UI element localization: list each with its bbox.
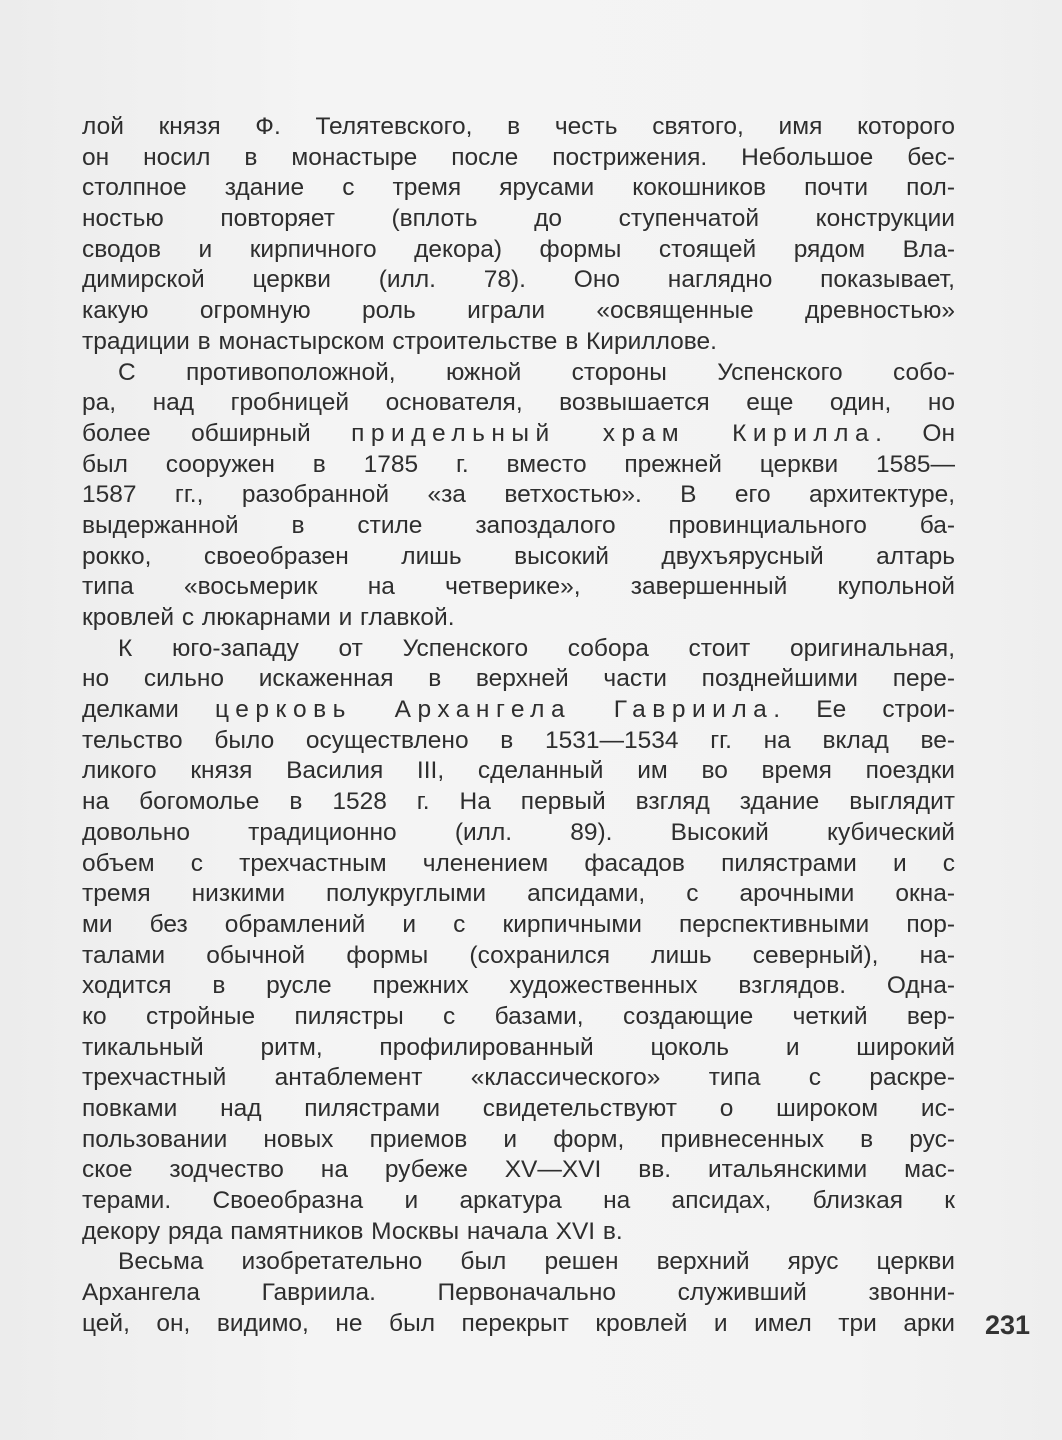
text-line: какую огромную роль играли «освященные древностью»	[82, 297, 955, 325]
text-line: ко стройные пилястры с базами, создающие четкий вер-	[82, 1002, 955, 1030]
text-line: димирской церкви (илл. 78). Оно наглядно показывает,	[82, 266, 955, 294]
page-number: 231	[985, 1310, 1031, 1340]
text-line: на богомолье в 1528 г. На первый взгляд здание выглядит	[82, 788, 955, 816]
text-segment: более обширный	[82, 419, 352, 447]
text-line: ское зодчество на рубеже XV—XVI вв. итальянскими мас-	[82, 1156, 955, 1184]
text-line: декору ряда памятников Москвы начала XVI в.	[82, 1217, 623, 1245]
text-line: традиции в монастырском строительстве в Кириллове.	[82, 327, 717, 355]
text-segment: . Он	[875, 419, 956, 447]
text-line: ликого князя Василия III, сделанный им во время поездки	[82, 757, 955, 785]
text-line	[82, 695, 955, 726]
text-line: довольно традиционно (илл. 89). Высокий кубический	[82, 818, 955, 846]
text-line: цей, он, видимо, не был перекрыт кровлей и имел три арки	[82, 1309, 955, 1337]
text-line: ностью повторяет (вплоть до ступенчатой конструкции	[82, 205, 955, 233]
text-line: ра, над гробницей основателя, возвышается еще один, но	[82, 389, 955, 417]
text-line: лой князя Ф. Телятевского, в честь святого, имя которого	[82, 113, 955, 140]
spaced-emphasis: церковь Архангела Гавриила	[215, 696, 774, 724]
spaced-emphasis: придельный храм Кирилла	[351, 419, 876, 447]
text-line: Архангела Гавриила. Первоначально служивший звонни-	[82, 1279, 955, 1307]
text-line: сводов и кирпичного декора) формы стоящей рядом Вла-	[82, 235, 955, 263]
text-line: повками над пилястрами свидетельствуют о широком ис-	[82, 1095, 955, 1122]
text-line: кровлей с люкарнами и главкой.	[82, 604, 455, 631]
text-line: терами. Своеобразна и аркатура на апсидах, близкая к	[82, 1187, 955, 1215]
text-line: он носил в монастыре после пострижения. Небольшое бес-	[82, 143, 955, 171]
text-line: ходится в русле прежних художественных взглядов. Одна-	[82, 972, 955, 1000]
text-line: талами обычной формы (сохранился лишь северный), на-	[82, 941, 955, 969]
text-line: С противоположной, южной стороны Успенского собо-	[118, 358, 955, 386]
text-line: пользовании новых приемов и форм, привнесенных в рус-	[82, 1125, 955, 1153]
text-line: но сильно искаженная в верхней части позднейшими пере-	[82, 665, 955, 693]
text-line: типа «восьмерик на четверике», завершенный купольной	[82, 573, 955, 601]
text-line: рокко, своеобразен лишь высокий двухъярусный алтарь	[82, 542, 955, 570]
text-line: тельство было осуществлено в 1531—1534 гг. на вклад ве-	[82, 726, 955, 754]
text-line: трехчастный антаблемент «классического» типа с раскре-	[82, 1064, 955, 1092]
text-line: тремя низкими полукруглыми апсидами, с арочными окна-	[82, 880, 955, 908]
text-line: столпное здание с тремя ярусами кокошников почти пол-	[82, 174, 955, 202]
text-segment: делками	[82, 696, 216, 724]
text-line: 1587 гг., разобранной «за ветхостью». В его архитектуре,	[82, 481, 955, 509]
text-segment: . Ее строи-	[773, 696, 955, 724]
text-line: К юго-западу от Успенского собора стоит оригинальная,	[118, 634, 955, 662]
text-line: Весьма изобретательно был решен верхний ярус церкви	[118, 1248, 955, 1276]
text-line: тикальный ритм, профилированный цоколь и широкий	[82, 1033, 955, 1061]
body-text	[82, 112, 955, 1340]
text-line	[82, 419, 955, 450]
text-line: ми без обрамлений и с кирпичными перспективными пор-	[82, 910, 955, 938]
text-line: выдержанной в стиле запоздалого провинциального ба-	[82, 511, 955, 539]
text-line: объем с трехчастным членением фасадов пилястрами и с	[82, 849, 955, 877]
text-line: был сооружен в 1785 г. вместо прежней церкви 1585—	[82, 450, 955, 478]
